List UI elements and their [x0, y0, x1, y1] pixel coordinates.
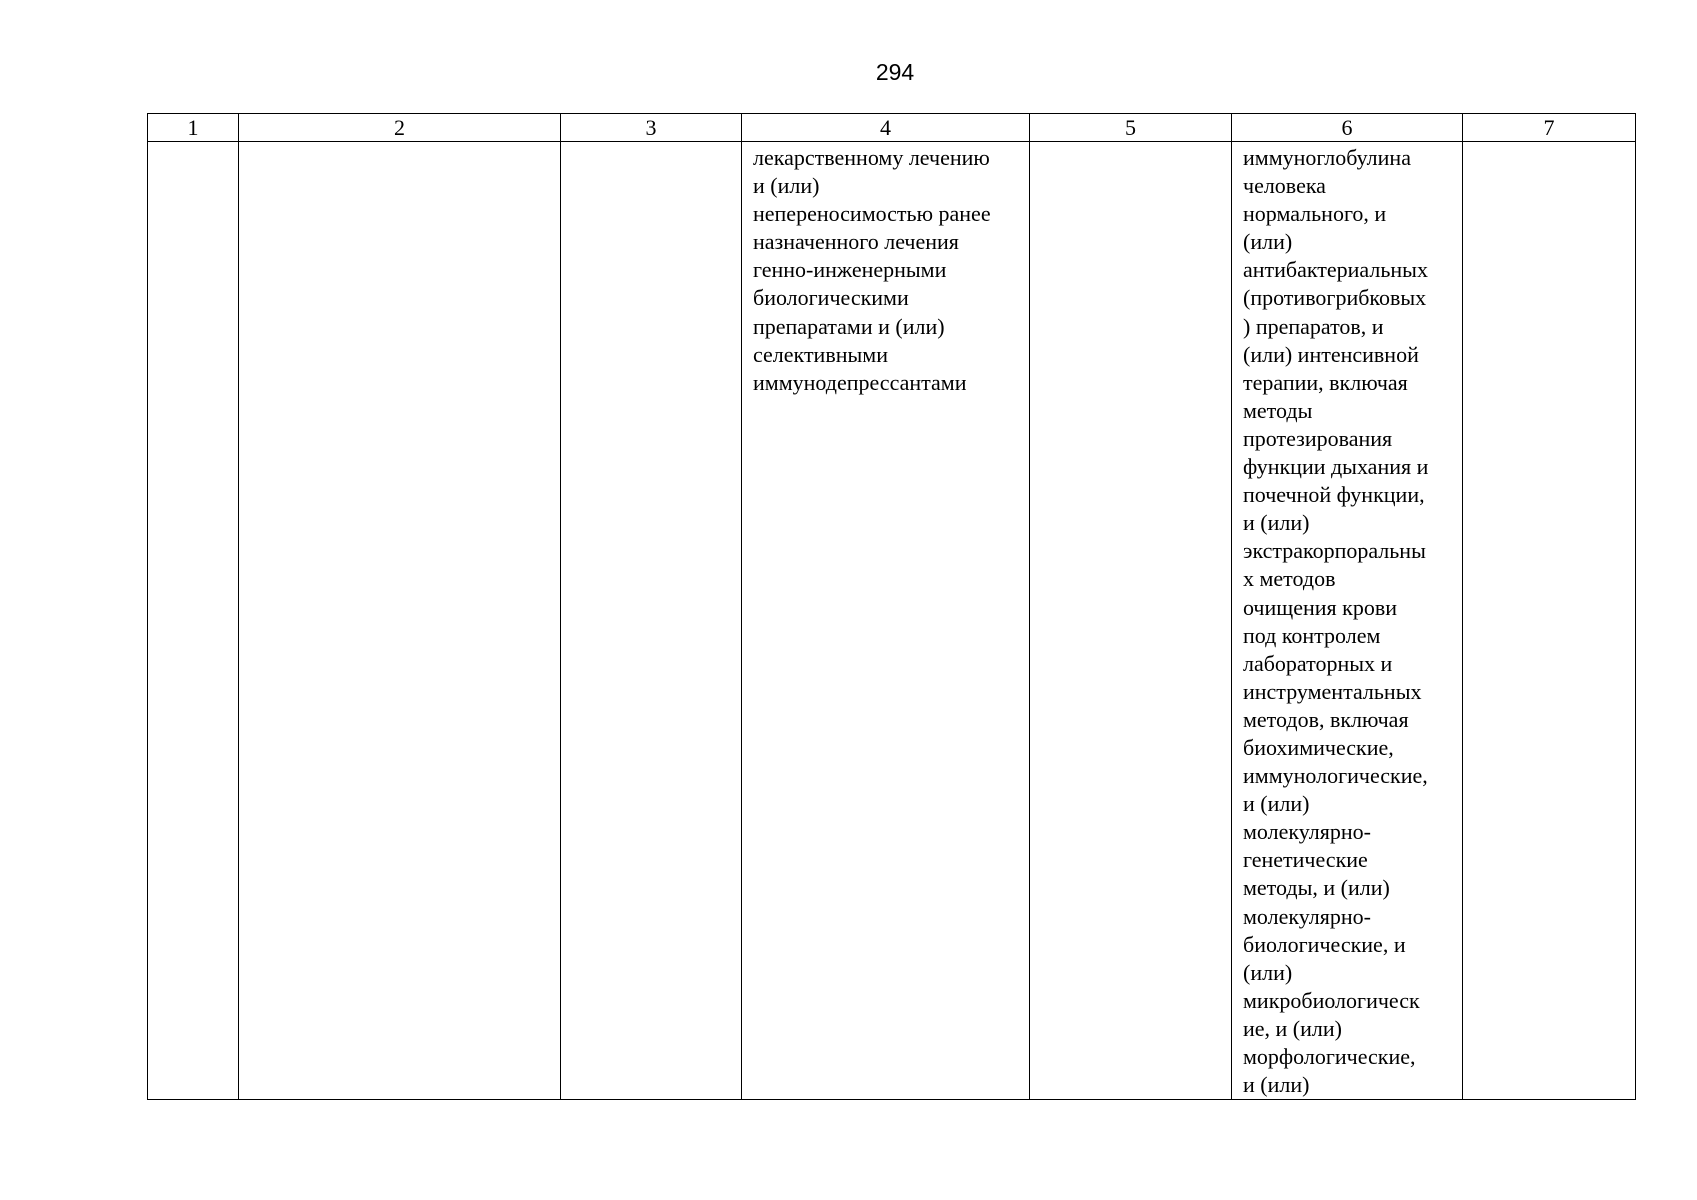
column-header-5: 5 [1030, 114, 1232, 142]
column-header-1: 1 [148, 114, 239, 142]
cell-text-col-7 [1463, 142, 1635, 144]
table-cell-col-1 [148, 142, 239, 1100]
data-table [147, 113, 1636, 1100]
cell-text-col-3 [561, 142, 741, 144]
table-cell-col-2 [239, 142, 561, 1100]
column-header-7: 7 [1463, 114, 1636, 142]
header-row [148, 114, 1636, 142]
table-cell-col-5 [1030, 142, 1232, 1100]
column-header-6: 6 [1232, 114, 1463, 142]
cell-text-col-6: иммуноглобулина человека нормального, и (или) антибактериальных (противогрибковых ) препаратов, и (или) интенсивной терапии, включая методы протезирования функции дыхания и почечной функции, и (или) экстракорпоральны х методов очищения крови под контролем лабораторных и инструментальных методов, включая биохимические, иммунологические, и (или) молекулярно- генетические методы, и (или) молекулярно- биологические, и (или) микробиологическ ие, и (или) морфологические, и (или) [1243, 145, 1429, 1098]
column-header-3: 3 [561, 114, 742, 142]
column-header-4: 4 [742, 114, 1030, 142]
table-cell-col-4 [742, 142, 1030, 1100]
table-cell-col-6 [1232, 142, 1463, 1100]
cell-text-col-4: лекарственному лечению и (или) непереносимостью ранее назначенного лечения генно-инженерными биологическими препаратами и (или) селективными иммунодепрессантами [753, 145, 991, 395]
cell-text-col-5 [1030, 142, 1231, 144]
column-header-2: 2 [239, 114, 561, 142]
cell-text-col-2 [239, 142, 560, 144]
table-row [148, 142, 1636, 1100]
table-cell-col-7 [1463, 142, 1636, 1100]
cell-text-col-1 [148, 142, 238, 144]
table-cell-col-3 [561, 142, 742, 1100]
page-number: 294 [875, 59, 915, 85]
